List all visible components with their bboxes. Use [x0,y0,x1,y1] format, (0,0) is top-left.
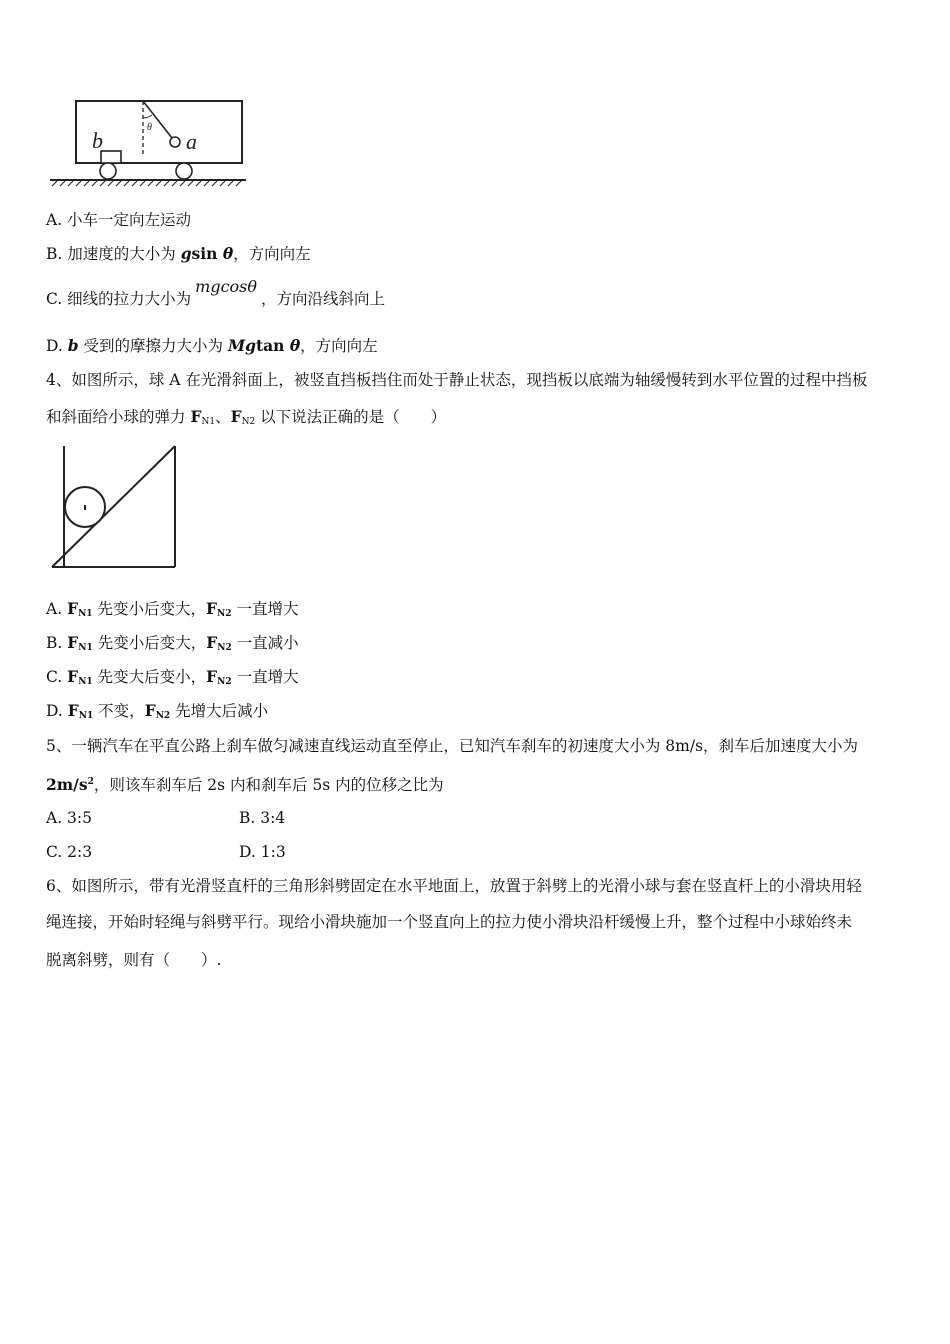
q6-stem-line1: 6、如图所示，带有光滑竖直杆的三角形斜劈固定在水平地面上，放置于斜劈上的光滑小球与套在竖直杆上的小滑块用轻 [46,877,862,895]
q4-option-c: C. $F_{N1}$ 先变大后变小，$F_{N2}$ 一直增大 [46,667,299,687]
q5-option-b: B. 3:4 [239,809,286,827]
q5-option-a: A. 3:5 [46,809,92,827]
q4-option-d: D. $F_{N1}$ 不变，$F_{N2}$ 先增大后减小 [46,701,269,721]
label-theta: θ [147,122,152,133]
q4-stem-line1: 4、如图所示，球 A 在光滑斜面上，被竖直挡板挡住而处于静止状态，现挡板以底端为轴缓慢转到水平位置的过程中挡板 [46,371,868,389]
q3-option-c: C. 细线的拉力大小为mgcosθ，方向沿线斜向上 [46,277,386,308]
incline-ball-figure [46,440,186,572]
q6-stem-line3: 脱离斜劈，则有（ ）. [46,951,222,969]
cart-pendulum-figure [46,96,252,192]
q3-option-b: B. 加速度的大小为 gsin θ，方向向左 [46,244,311,263]
label-a: a [186,129,197,154]
q5-stem-line2: $2m/s^2$，则该车刹车后 2s 内和刹车后 5s 内的位移之比为 [46,775,444,794]
q3-option-a: A. 小车一定向左运动 [46,211,192,229]
q6-stem-line2: 绳连接，开始时轻绳与斜劈平行。现给小滑块施加一个竖直向上的拉力使小滑块沿杆缓慢上升，整个过程中小球始终未 [46,913,853,931]
q4-option-a: A. $F_{N1}$ 先变小后变大，$F_{N2}$ 一直增大 [46,599,299,619]
q5-option-d: D. 1:3 [239,843,286,861]
q5-option-c: C. 2:3 [46,843,93,861]
q3-option-d: D. b 受到的摩擦力大小为 Mgtan θ，方向向左 [46,336,378,355]
q4-option-b: B. $F_{N1}$ 先变小后变大，$F_{N2}$ 一直减小 [46,633,299,653]
label-b: b [92,128,103,153]
q5-stem-line1: 5、一辆汽车在平直公路上刹车做匀减速直线运动直至停止，已知汽车刹车的初速度大小为 8m/s，刹车后加速度大小为 [46,737,859,755]
tension-formula: mgcosθ [195,277,258,296]
q4-stem-line2: 和斜面给小球的弹力 $F_{N1}$、$F_{N2}$ 以下说法正确的是（ ） [46,407,447,427]
